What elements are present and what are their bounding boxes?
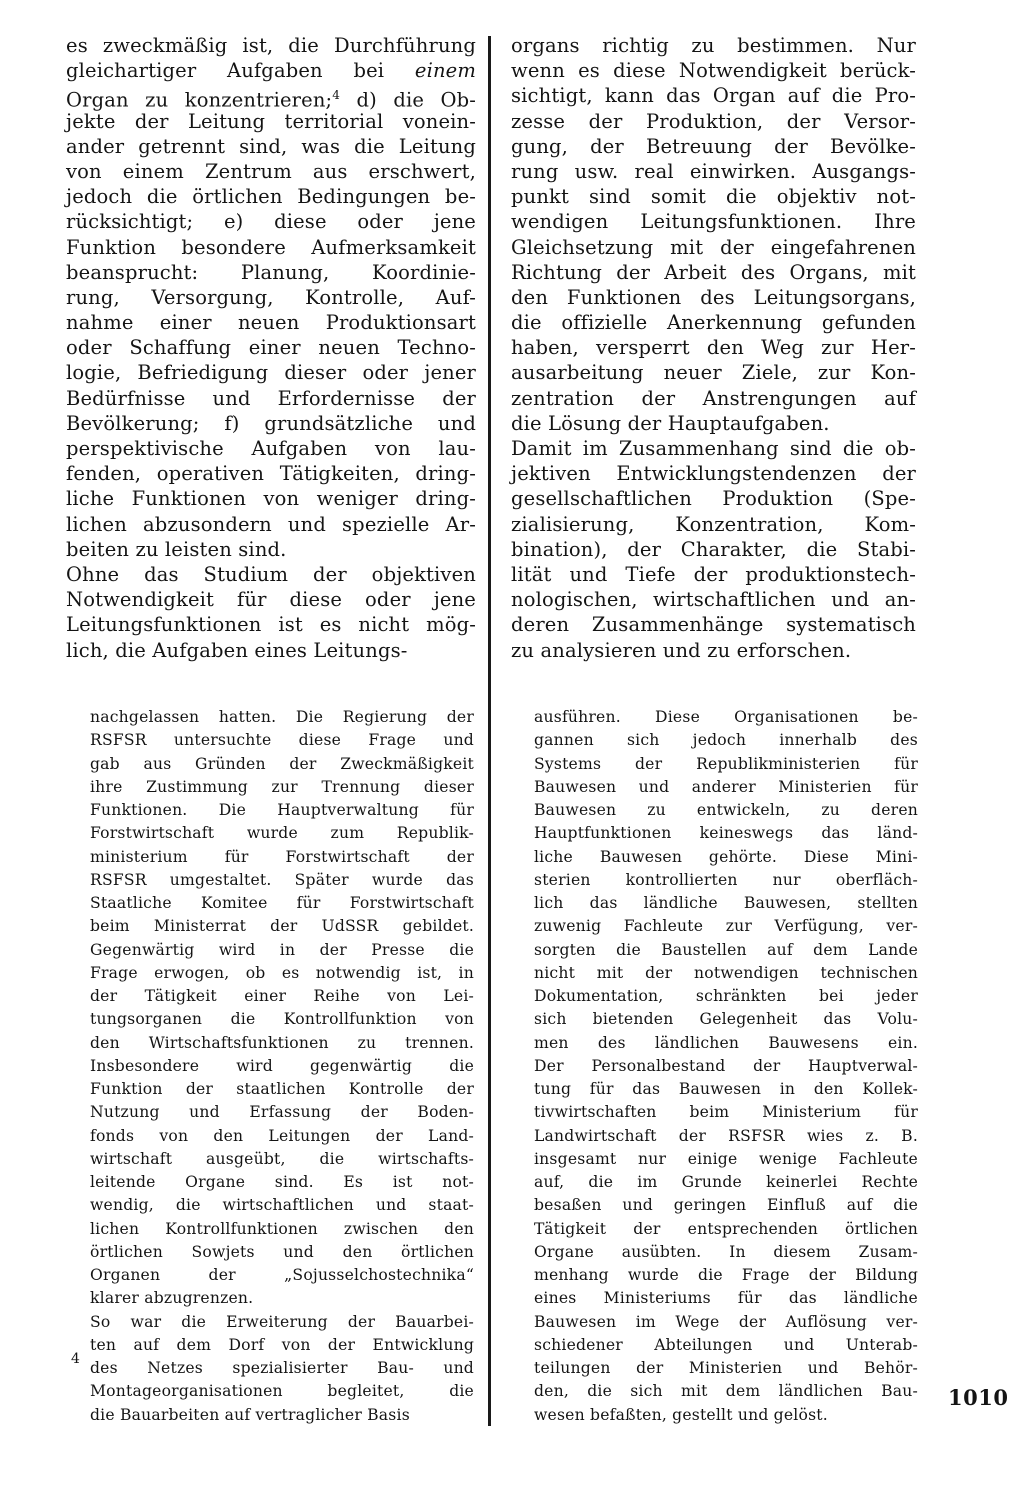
text-line: gleichartiger Aufgaben bei einem — [66, 59, 476, 83]
text-line: nahme einer neuen Produktionsart — [66, 311, 476, 335]
text-line: von einem Zentrum aus erschwert, — [66, 159, 476, 183]
text-line: deren Zusammenhänge systematisch — [511, 613, 916, 637]
text-line: organs richtig zu bestimmen. Nur — [511, 34, 916, 57]
text-line: jektiven Entwicklungstendenzen der — [511, 462, 916, 486]
text-line: des Netzes spezialisierter Bau- und — [90, 1359, 474, 1377]
text-line: gannen sich jedoch innerhalb des — [534, 731, 918, 750]
text-line: Bauwesen im Wege der Auflösung ver- — [534, 1312, 918, 1331]
text-line: die Bauarbeiten auf vertraglicher Basis — [90, 1405, 410, 1424]
text-line: tungsorganen die Kontrollfunktion von — [90, 1010, 474, 1029]
text-line: ausführen. Diese Organisationen be- — [534, 708, 918, 726]
text-line: lichen abzusondern und spezielle Ar- — [66, 512, 476, 536]
text-line: Organ zu konzentrieren;$^4$ d) die Ob- — [66, 88, 476, 112]
text-line: ministerium für Forstwirtschaft der — [90, 847, 474, 866]
column-divider — [488, 36, 491, 1426]
text-line: zuwenig Fachleute zur Verfügung, ver- — [534, 917, 918, 936]
text-line: wendig, die wirtschaftlichen und staat- — [90, 1196, 474, 1215]
text-line: lichen Kontrollfunktionen zwischen den — [90, 1219, 474, 1238]
text-line: rung, Versorgung, Kontrolle, Auf- — [66, 285, 476, 309]
text-line: es zweckmäßig ist, die Durchführung — [66, 34, 476, 57]
text-line: liche Funktionen von weniger dring- — [66, 487, 476, 511]
text-line: menhang wurde die Frage der Bildung — [534, 1266, 918, 1284]
text-line: Systems der Republikministerien für — [534, 754, 918, 773]
text-line: Bedürfnisse und Erfordernisse der — [66, 386, 476, 410]
text-line: Organen der „Sojusselchostechnika“ — [90, 1266, 474, 1284]
text-line: den Funktionen des Leitungsorgans, — [511, 285, 916, 309]
text-line: gung, der Betreuung der Bevölke- — [511, 134, 916, 158]
text-line: sich bietenden Gelegenheit das Volu- — [534, 1010, 918, 1029]
text-line: ihre Zustimmung zur Trennung dieser — [90, 777, 474, 796]
text-line: Bauwesen zu entwickeln, zu deren — [534, 801, 918, 819]
text-line: nologischen, wirtschaftlichen und an- — [511, 588, 916, 612]
text-line: Montageorganisationen begleitet, die — [90, 1382, 474, 1401]
text-line: Hauptfunktionen keineswegs das länd- — [534, 824, 918, 843]
text-line: jedoch die örtlichen Bedingungen be- — [66, 185, 476, 209]
text-line: Gleichsetzung mit der eingefahrenen — [511, 235, 916, 259]
main-text-left-column — [66, 33, 476, 663]
text-line: beiten zu leisten sind. — [66, 537, 287, 561]
text-line: wirtschaft ausgeübt, die wirtschafts- — [90, 1149, 474, 1168]
text-line: Funktion der staatlichen Kontrolle der — [90, 1080, 474, 1098]
text-line: den Wirtschaftsfunktionen zu trennen. — [90, 1033, 474, 1052]
text-line: tivwirtschaften beim Ministerium für — [534, 1103, 918, 1122]
text-line: ausarbeitung neuer Ziele, zur Kon- — [511, 361, 916, 385]
text-line: sorgten die Baustellen auf dem Lande — [534, 940, 918, 959]
page-number: 1010 — [948, 1385, 1009, 1410]
text-line: jekte der Leitung territorial vonein- — [66, 109, 476, 133]
text-line: Leitungsfunktionen ist es nicht mög- — [66, 613, 476, 637]
text-line: Organe ausübten. In diesem Zusam- — [534, 1242, 918, 1261]
text-line: haben, versperrt den Weg zur Her- — [511, 336, 916, 360]
text-line: zesse der Produktion, der Versor- — [511, 109, 916, 133]
footnote-right-column — [534, 706, 918, 1427]
text-line: Damit im Zusammenhang sind die ob- — [511, 437, 916, 460]
text-line: rung usw. real einwirken. Ausgangs- — [511, 159, 916, 183]
text-line: Bauwesen und anderer Ministerien für — [534, 777, 918, 796]
text-line: Dokumentation, schränkten bei jeder — [534, 987, 918, 1005]
text-line: wenn es diese Notwendigkeit berück- — [511, 59, 916, 83]
text-line: logie, Befriedigung dieser oder jener — [66, 361, 476, 385]
text-line: bination), der Charakter, die Stabi- — [511, 537, 916, 561]
text-line: RSFSR umgestaltet. Später wurde das — [90, 870, 474, 889]
text-line: beansprucht: Planung, Koordinie- — [66, 260, 476, 284]
text-line: Staatliche Komitee für Forstwirtschaft — [90, 894, 474, 912]
text-line: Bevölkerung; f) grundsätzliche und — [66, 411, 476, 435]
emphasis: einem — [414, 59, 476, 83]
text-line: So war die Erweiterung der Bauarbei- — [90, 1312, 474, 1331]
main-text-right-column — [511, 33, 916, 663]
text-line: Funktionen. Die Hauptverwaltung für — [90, 801, 474, 819]
footnote-left-column — [90, 706, 474, 1427]
text-line: eines Ministeriums für das ländliche — [534, 1289, 918, 1308]
text-line: Landwirtschaft der RSFSR wies z. B. — [534, 1126, 918, 1145]
text-line: die offizielle Anerkennung gefunden — [511, 311, 916, 335]
text-line: leitende Organe sind. Es ist not- — [90, 1173, 474, 1191]
text-line: Gegenwärtig wird in der Presse die — [90, 940, 474, 959]
text-line: lich das ländliche Bauwesen, stellten — [534, 894, 918, 912]
text-line: perspektivische Aufgaben von lau- — [66, 437, 476, 460]
text-line: ander getrennt sind, was die Leitung — [66, 134, 476, 158]
text-line: auf, die im Grunde keinerlei Rechte — [534, 1173, 918, 1191]
text-line: liche Bauwesen gehörte. Diese Mini- — [534, 847, 918, 866]
text-line: Nutzung und Erfassung der Boden- — [90, 1103, 474, 1122]
text-line: klarer abzugrenzen. — [90, 1289, 254, 1308]
text-line: Forstwirtschaft wurde zum Republik- — [90, 824, 474, 843]
text-line: sterien kontrollierten nur oberfläch- — [534, 870, 918, 889]
text-line: gab aus Gründen der Zweckmäßigkeit — [90, 754, 474, 773]
text-line: punkt sind somit die objektiv not- — [511, 185, 916, 209]
text-line: der Tätigkeit einer Reihe von Lei- — [90, 987, 474, 1005]
text-line: men des ländlichen Bauwesens ein. — [534, 1033, 918, 1052]
text-line: zialisierung, Konzentration, Kom- — [511, 512, 916, 536]
text-line: fenden, operativen Tätigkeiten, dring- — [66, 462, 476, 486]
text-line: lität und Tiefe der produktionstech- — [511, 562, 916, 586]
footnote-marker: 4 — [71, 1351, 80, 1367]
text-line: den, die sich mit dem ländlichen Bau- — [534, 1382, 918, 1401]
text-line: örtlichen Sowjets und den örtlichen — [90, 1242, 474, 1261]
text-line: Der Personalbestand der Hauptverwal- — [534, 1056, 918, 1075]
text-line: RSFSR untersuchte diese Frage und — [90, 731, 474, 750]
text-line: beim Ministerrat der UdSSR gebildet. — [90, 917, 474, 936]
text-line: sichtigt, kann das Organ auf die Pro- — [511, 84, 916, 108]
text-line: ten auf dem Dorf von der Entwicklung — [90, 1335, 474, 1354]
text-line: Notwendigkeit für diese oder jene — [66, 588, 476, 612]
text-line: wesen befaßten, gestellt und gelöst. — [534, 1405, 828, 1424]
text-line: zu analysieren und zu erforschen. — [511, 638, 852, 662]
text-line: rücksichtigt; e) diese oder jene — [66, 210, 476, 234]
text-line: lich, die Aufgaben eines Leitungs- — [66, 638, 408, 662]
text-line: besaßen und geringen Einfluß auf die — [534, 1196, 918, 1215]
text-line: Tätigkeit der entsprechenden örtlichen — [534, 1219, 918, 1238]
text-line: oder Schaffung einer neuen Techno- — [66, 336, 476, 360]
text-line: tung für das Bauwesen in den Kollek- — [534, 1080, 918, 1098]
text-line: die Lösung der Hauptaufgaben. — [511, 411, 830, 435]
text-line: Richtung der Arbeit des Organs, mit — [511, 260, 916, 284]
text-line: Funktion besondere Aufmerksamkeit — [66, 235, 476, 259]
text-line: teilungen der Ministerien und Behör- — [534, 1359, 918, 1377]
text-line: Ohne das Studium der objektiven — [66, 562, 476, 586]
text-line: nicht mit der notwendigen technischen — [534, 963, 918, 982]
text-line: fonds von den Leitungen der Land- — [90, 1126, 474, 1145]
footnote-reference: 4 — [332, 88, 341, 103]
text-line: Frage erwogen, ob es notwendig ist, in — [90, 963, 474, 982]
text-line: insgesamt nur einige wenige Fachleute — [534, 1149, 918, 1168]
text-line: zentration der Anstrengungen auf — [511, 386, 916, 410]
text-line: gesellschaftlichen Produktion (Spe- — [511, 487, 916, 511]
text-line: Insbesondere wird gegenwärtig die — [90, 1056, 474, 1075]
text-line: wendigen Leitungsfunktionen. Ihre — [511, 210, 916, 234]
text-line: nachgelassen hatten. Die Regierung der — [90, 708, 474, 726]
text-line: schiedener Abteilungen und Unterab- — [534, 1335, 918, 1354]
